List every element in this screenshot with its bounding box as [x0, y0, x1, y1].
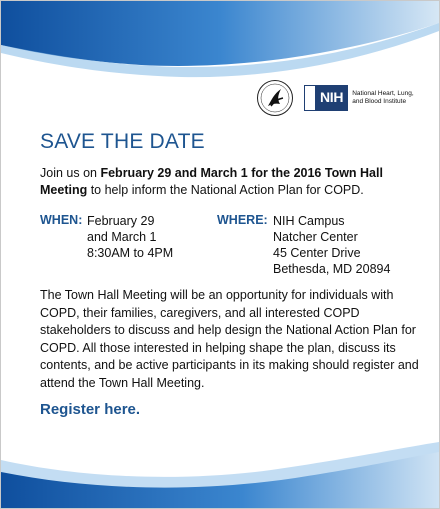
- nhlbi-label: National Heart, Lung, and Blood Institute: [352, 90, 414, 105]
- when-line: and March 1: [87, 230, 157, 244]
- intro-prefix: Join us on: [40, 166, 101, 180]
- intro-suffix: to help inform the National Action Plan for COPD.: [87, 183, 364, 197]
- bottom-wave-banner: [1, 438, 439, 508]
- intro-paragraph: [40, 165, 410, 199]
- top-wave-banner: [1, 1, 439, 91]
- nih-badge-cap: [305, 86, 316, 110]
- intro-bold: February 29 and March 1 for the 2016 Town Hall Meeting: [40, 166, 383, 197]
- hhs-eagle-icon: [256, 79, 294, 117]
- where-line: Natcher Center: [273, 230, 358, 244]
- where-line: NIH Campus: [273, 214, 345, 228]
- where-label: WHERE:: [217, 213, 268, 227]
- page-title: SAVE THE DATE: [40, 130, 205, 153]
- description-paragraph: The Town Hall Meeting will be an opportunity for individuals with COPD, their families, caregivers, and all interested COPD stakeholders to discuss and help design the National Action Plan for COPD. All those interested in helping shape the plan, discuss its contents, and be active participants in its making should register and attend the Town Hall Meeting.: [40, 288, 419, 390]
- when-line: 8:30AM to 4PM: [87, 246, 174, 260]
- where-line: 45 Center Drive: [273, 246, 361, 260]
- where-line: Bethesda, MD 20894: [273, 262, 391, 276]
- nih-badge: [304, 85, 348, 111]
- register-link[interactable]: Register here.: [40, 401, 141, 418]
- nih-badge-text: NIH: [316, 86, 347, 110]
- nih-logo: [304, 85, 422, 111]
- when-label: WHEN:: [40, 213, 83, 227]
- when-line: February 29: [87, 214, 155, 228]
- when-details: [87, 213, 173, 261]
- logo-row: [256, 79, 422, 117]
- where-details: [273, 213, 390, 277]
